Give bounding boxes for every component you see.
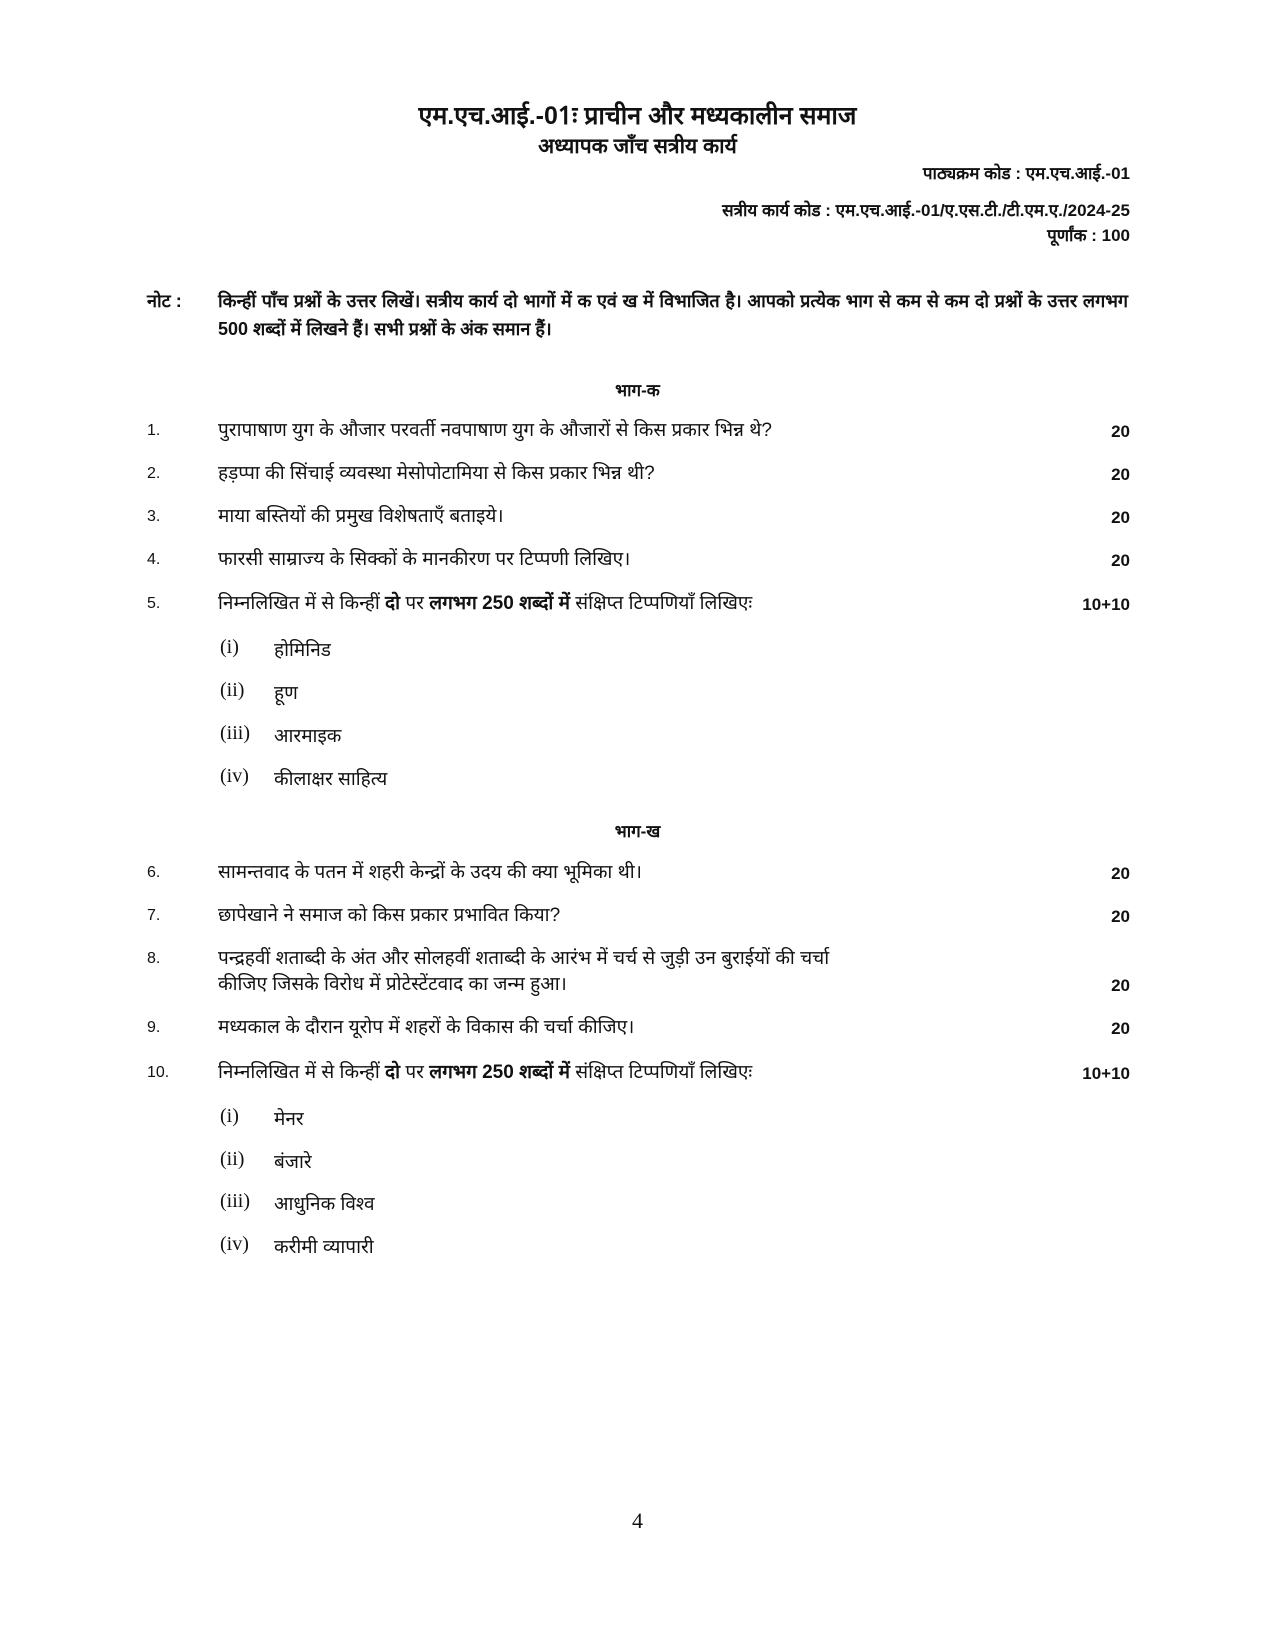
sub-item-text: मेनर	[274, 1109, 304, 1130]
section-a-heading: भाग-क	[615, 381, 660, 400]
course-code: पाठ्यक्रम कोड : एम.एच.आई.-01	[922, 164, 1130, 183]
sub-item-label: (i)	[220, 636, 239, 658]
question-marks: 20	[1111, 551, 1130, 570]
question-text	[218, 591, 1068, 617]
question-marks: 20	[1111, 465, 1130, 484]
document-title: एम.एच.आई.-01ः प्राचीन और मध्यकालीन समाज	[418, 102, 857, 130]
question-number: 10.	[147, 1064, 170, 1081]
sub-item-text: आधुनिक विश्व	[274, 1194, 375, 1215]
document-subtitle: अध्यापक जाँच सत्रीय कार्य	[538, 135, 737, 158]
sub-item-label: (iii)	[220, 1190, 250, 1212]
question-number: 2.	[147, 465, 161, 482]
bold-segment: लगभग 250 शब्दों में	[429, 1062, 570, 1083]
text-segment: पर	[400, 593, 430, 614]
page-number: 4	[632, 1508, 643, 1533]
max-marks: पूर्णांक : 100	[1047, 226, 1130, 245]
sub-item-text: करीमी व्यापारी	[274, 1237, 374, 1258]
question-number: 5.	[147, 595, 161, 612]
sub-item-label: (ii)	[220, 1148, 245, 1170]
question-marks: 20	[1111, 422, 1130, 441]
question-marks: 20	[1111, 907, 1130, 926]
question-marks: 10+10	[1082, 595, 1130, 614]
question-text: माया बस्तियों की प्रमुख विशेषताएँ बताइये।	[218, 506, 504, 527]
question-number: 8.	[147, 950, 161, 967]
question-number: 3.	[147, 508, 161, 525]
text-segment: निम्नलिखित में से किन्हीं	[218, 593, 386, 614]
question-text: मध्यकाल के दौरान यूरोप में शहरों के विकास की चर्चा कीजिए।	[218, 1017, 635, 1038]
note-label: नोट :	[147, 291, 182, 311]
note-text: किन्हीं पाँच प्रश्नों के उत्तर लिखें। सत्रीय कार्य दो भागों में क एवं ख में विभाजित है। आपको प्रत्येक भाग से कम से कम दो प्रश्नों के उत्तर लगभग 500 शब्दों में लिखने हैं। सभी प्रश्नों के अंक समान हैं।	[218, 291, 1128, 339]
question-marks: 20	[1111, 864, 1130, 883]
sub-item-text: आरमाइक	[274, 726, 342, 747]
question-text	[218, 946, 1068, 998]
question-text: फारसी साम्राज्य के सिक्कों के मानकीरण पर टिप्पणी लिखिए।	[218, 549, 631, 570]
question-number: 7.	[147, 907, 161, 924]
bold-segment: दो	[385, 1062, 401, 1083]
sub-item-label: (iv)	[220, 1233, 249, 1255]
question-text: छापेखाने ने समाज को किस प्रकार प्रभावित किया?	[218, 905, 561, 926]
question-marks: 20	[1111, 1019, 1130, 1038]
question-text: पुरापाषाण युग के औजार परवर्ती नवपाषाण युग के औजारों से किस प्रकार भिन्न थे?	[218, 420, 772, 441]
question-text-line: पन्द्रहवीं शताब्दी के अंत और सोलहवीं शताब्दी के आरंभ में चर्च से जुड़ी उन बुराईयों की चर्चा	[218, 948, 830, 969]
sub-item-label: (ii)	[220, 679, 245, 701]
assignment-code: सत्रीय कार्य कोड : एम.एच.आई.-01/ए.एस.टी./टी.एम.ए./2024-25	[722, 201, 1130, 220]
question-marks: 20	[1111, 508, 1130, 527]
text-segment: संक्षिप्त टिप्पणियाँ लिखिएः	[569, 1062, 753, 1083]
sub-item-text: बंजारे	[274, 1152, 312, 1173]
text-segment: निम्नलिखित में से किन्हीं	[218, 1062, 386, 1083]
question-number: 9.	[147, 1019, 161, 1036]
bold-segment: दो	[385, 593, 401, 614]
sub-item-label: (iii)	[220, 722, 250, 744]
sub-item-label: (i)	[220, 1105, 239, 1127]
question-marks: 10+10	[1082, 1064, 1130, 1083]
sub-item-text: होमिनिड	[274, 640, 331, 661]
text-segment: पर	[400, 1062, 430, 1083]
question-text: हड़प्पा की सिंचाई व्यवस्था मेसोपोटामिया से किस प्रकार भिन्न थी?	[218, 463, 655, 484]
question-number: 4.	[147, 551, 161, 568]
question-text	[218, 1060, 1068, 1086]
bold-segment: लगभग 250 शब्दों में	[429, 593, 570, 614]
section-b-heading: भाग-ख	[614, 822, 661, 841]
question-text-line: कीजिए जिसके विरोध में प्रोटेस्टेंटवाद का जन्म हुआ।	[218, 974, 567, 995]
text-segment: संक्षिप्त टिप्पणियाँ लिखिएः	[569, 593, 753, 614]
sub-item-text: हूण	[274, 683, 298, 704]
question-marks: 20	[1111, 976, 1130, 995]
question-text: सामन्तवाद के पतन में शहरी केन्द्रों के उदय की क्या भूमिका थी।	[218, 862, 642, 883]
sub-item-label: (iv)	[220, 765, 249, 787]
question-number: 1.	[147, 422, 161, 439]
question-number: 6.	[147, 864, 161, 881]
sub-item-text: कीलाक्षर साहित्य	[274, 769, 388, 790]
